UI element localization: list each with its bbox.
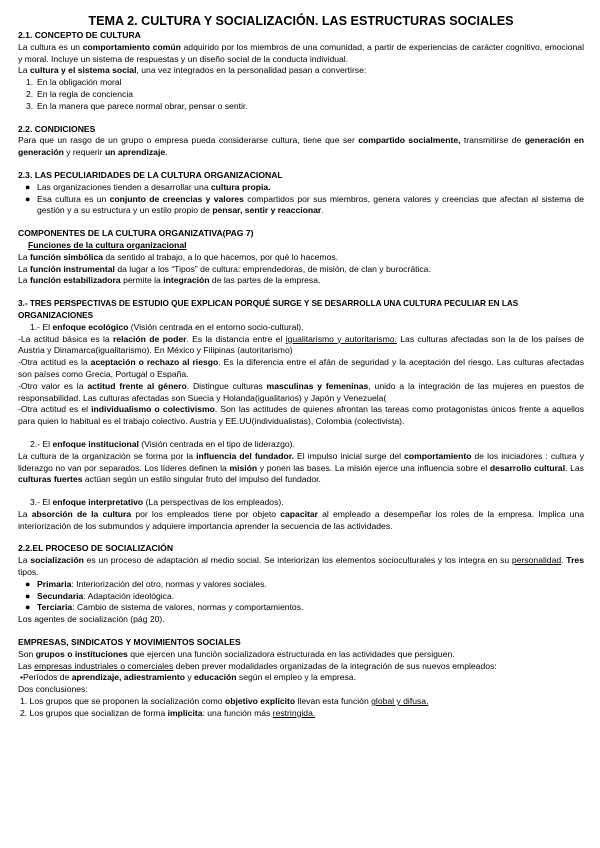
heading-peculiaridades: 2.3. LAS PECULIARIDADES DE LA CULTURA ORGANIZACIONAL xyxy=(18,169,283,180)
conclusion-2 xyxy=(18,708,584,720)
bold-run: absorción de la cultura xyxy=(31,508,132,519)
bold-run: socialización xyxy=(30,555,84,566)
bullet-icon: ● xyxy=(25,602,31,613)
document-title: TEMA 2. CULTURA Y SOCIALIZACIÓN. LAS ESTRUCTURAS SOCIALES xyxy=(88,14,514,28)
bold-run: grupos o instituciones xyxy=(35,648,128,659)
list-text: En la manera que parece normal obrar, pensar o sentir. xyxy=(37,100,248,111)
text-run: y xyxy=(184,672,195,683)
text-run: adquirido por los miembros de una comunidad, a partir de experiencias de carácter cognitivo, emocional y moral. Incluye un sistema de respuestas y un diseño social de la conducta individual. xyxy=(18,41,584,64)
list-text: En la regla de conciencia xyxy=(37,88,134,99)
text-run: transmitirse de xyxy=(460,135,525,146)
text-run: (La perspectivas de los empleados). xyxy=(143,497,284,508)
paragraph-cultura-definition xyxy=(18,42,584,66)
text-run: Las xyxy=(18,660,35,671)
enfoque-ecologico-title xyxy=(18,322,584,334)
paragraph-relacion-poder xyxy=(18,334,584,358)
text-run: : Interiorización del otro, normas y valores sociales. xyxy=(71,578,267,589)
bold-run: Tres xyxy=(566,555,584,566)
underline-run: personalidad xyxy=(511,555,562,566)
text-run: 3.- El xyxy=(30,497,53,508)
text-run: y ponen las bases. La misión ejerce una influencia sobre el xyxy=(257,462,490,473)
text-run: -Otra actitud es el xyxy=(18,404,92,415)
bold-run: integración xyxy=(163,275,210,286)
text-run: Esa cultura es un xyxy=(37,193,110,204)
paragraph-funcion-estabilizadora xyxy=(18,275,584,287)
bold-run: relación de poder xyxy=(112,333,187,344)
text-run: Para que un rasgo de un grupo o empresa pueda considerarse cultura, tiene que ser xyxy=(18,135,359,146)
spacer xyxy=(18,486,584,497)
paragraph-interpretativo xyxy=(18,509,584,533)
bold-run: comportamiento xyxy=(404,450,472,461)
text-run: La xyxy=(18,251,30,262)
list-text: En la obligación moral xyxy=(37,77,122,88)
bold-run: aceptación o rechazo al riesgo xyxy=(90,357,219,368)
heading-condiciones: 2.2. CONDICIONES xyxy=(18,123,96,134)
spacer xyxy=(18,159,584,170)
bold-run: masculinas y femeninas xyxy=(266,380,369,391)
text-run: da lugar a los “Tipos” de cultura: emprendedoras, de misión, de clan y burocrática. xyxy=(114,263,431,274)
list-convertirse xyxy=(18,77,584,112)
bold-run: actitud frente al género xyxy=(87,380,187,391)
bold-run: individualismo o colectivismo xyxy=(91,404,215,415)
paragraph-socializacion xyxy=(18,555,584,579)
list-item xyxy=(18,591,584,603)
text-run: . xyxy=(321,205,324,216)
text-run: La xyxy=(18,555,31,566)
bold-run: desarrollo cultural xyxy=(489,462,566,473)
text-run: . Las xyxy=(565,462,584,473)
text-run: deben prever modalidades organizadas de la integración de sus nuevos empleados: xyxy=(173,660,497,671)
bold-run: función instrumental xyxy=(29,263,115,274)
conclusion-1 xyxy=(18,696,584,708)
paragraph-institucional xyxy=(18,451,584,486)
underline-run: igualitarismo y autoritarismo. xyxy=(285,333,397,344)
text-run: La xyxy=(18,263,30,274)
text-run: da sentido al trabajo, a lo que hacemos, por qué lo hacemos. xyxy=(103,251,339,262)
text-run: actúan según un estilo singular fruto del impulso del fundador. xyxy=(82,474,321,485)
bullet-icon: ● xyxy=(25,578,31,589)
bold-run: función simbólica xyxy=(29,251,104,262)
list-item xyxy=(18,89,584,101)
bold-run: conjunto de creencias y valores xyxy=(109,193,244,204)
list-item xyxy=(18,182,584,194)
text-run: . xyxy=(561,555,567,566)
document xyxy=(18,14,584,720)
list-item xyxy=(18,194,584,218)
list-tipos-socializacion xyxy=(18,579,584,614)
text-run: Son xyxy=(18,648,36,659)
paragraph-empresas xyxy=(18,661,584,673)
text-run: La xyxy=(18,65,30,76)
bold-run: implícita xyxy=(167,707,203,718)
underline-run: empresas industriales o comerciales xyxy=(34,660,174,671)
text-run: según el empleo y la empresa. xyxy=(236,672,356,683)
paragraph-funcion-simbolica xyxy=(18,252,584,264)
text-run: 2.- El xyxy=(30,438,53,449)
heading-empresas-sindicatos: EMPRESAS, SINDICATOS Y MOVIMIENTOS SOCIALES xyxy=(18,637,241,648)
text-run: . Distingue culturas xyxy=(186,380,267,391)
text-run: Las organizaciones tienden a desarrollar una xyxy=(37,181,211,192)
spacer xyxy=(18,113,584,124)
text-run: -Otra actitud es la xyxy=(18,357,91,368)
text-run: La xyxy=(18,275,30,286)
list-item xyxy=(18,77,584,89)
bold-run: pensar, sentir y reaccionar xyxy=(212,205,322,216)
spacer xyxy=(18,217,584,228)
paragraph-periodos xyxy=(18,672,584,684)
bullet-icon: ● xyxy=(25,590,31,601)
text-run: y requerir xyxy=(63,147,105,158)
underline-run: global y difusa. xyxy=(371,696,429,707)
text-run: . xyxy=(165,147,168,158)
text-run: -Otro valor es la xyxy=(18,380,88,391)
text-run: . Es la distancia entre el xyxy=(186,333,286,344)
text-run: , una vez integrados en la personalidad pasan a convertirse: xyxy=(136,65,367,76)
text-run: por los empleados tiene por objeto xyxy=(131,508,281,519)
bold-run: Primaria xyxy=(37,578,72,589)
list-number: 3. xyxy=(26,100,34,111)
bold-run: generación en generación xyxy=(18,135,584,158)
bold-underline-run: Funciones de la cultura organizacional xyxy=(28,239,187,250)
text-run: compartidos por sus miembros, genera valores y creencias que afectan al sistema de gestión y a su estructura y un estilo propio de xyxy=(37,193,584,216)
underline-run: restringida. xyxy=(272,707,316,718)
text-run: Las culturas afectadas son la de los países de Austria y Dinamarca(igualitarismo). En México y Filipinas (autoritarismo) xyxy=(18,333,585,356)
text-run: -La actitud básica es la xyxy=(18,333,113,344)
bold-run: función estabilizadora xyxy=(29,275,121,286)
paragraph-funcion-instrumental xyxy=(18,264,584,276)
text-run: de las partes de la empresa. xyxy=(209,275,321,286)
bold-run: un aprendizaje xyxy=(104,147,166,158)
list-item xyxy=(18,579,584,591)
paragraph-riesgo xyxy=(18,357,584,381)
bold-run: compartido socialmente, xyxy=(358,135,461,146)
bold-run: Terciaria xyxy=(37,602,73,613)
list-peculiaridades xyxy=(18,182,584,217)
text-run: es un proceso de adaptación al medio social. Se interiorizan los elementos socioculturales y los integra en su xyxy=(83,555,512,566)
list-number: 2. xyxy=(20,707,28,718)
heading-componentes: COMPONENTES DE LA CULTURA ORGANIZATIVA(PAG 7) xyxy=(18,228,254,239)
bold-run: cultura propia. xyxy=(210,181,271,192)
text-run: : Cambio de sistema de valores, normas y comportamientos. xyxy=(72,602,304,613)
list-number: 1. xyxy=(26,77,34,88)
list-item xyxy=(18,602,584,614)
text-run: : una función más xyxy=(202,707,273,718)
paragraph-individualismo xyxy=(18,404,584,428)
text-run: (Visión centrada en el tipo de liderazgo). xyxy=(138,438,295,449)
heading-concepto-cultura: 2.1. CONCEPTO DE CULTURA xyxy=(18,30,141,40)
text-run: La xyxy=(18,508,32,519)
text-run: , unido a la integración de las mujeres en puestos de responsabilidad. Las culturas afectadas son Suecia y Holanda(igualitarios) y Japón y Venezuela( xyxy=(18,380,584,403)
paragraph-conclusiones-label: Dos conclusiones: xyxy=(18,684,88,695)
bold-run: enfoque ecológico xyxy=(52,321,129,332)
paragraph-genero xyxy=(18,381,584,405)
text-run: Los grupos que se proponen la socialización como xyxy=(27,696,225,707)
text-run: : Adaptación ideológica. xyxy=(83,590,175,601)
bold-run: enfoque interpretativo xyxy=(52,497,144,508)
text-run: que ejercen una función socializadora estructurada en las actividades que persiguen. xyxy=(127,648,455,659)
paragraph-cultura-sistema xyxy=(18,65,584,77)
spacer xyxy=(18,428,584,439)
paragraph-grupos xyxy=(18,649,584,661)
text-run: . Es la diferencia entre el afán de seguridad y la aceptación del riesgo. Las culturas afectadas son países como Grecia, Portugal o España. xyxy=(18,357,584,379)
bold-run: comportamiento común xyxy=(82,41,181,52)
bold-run: influencia del fundador. xyxy=(196,450,294,461)
bullet-icon: ● xyxy=(25,193,31,204)
heading-tres-perspectivas: 3.- TRES PERSPECTIVAS DE ESTUDIO QUE EXPLICAN PORQUÉ SURGE Y SE DESARROLLA UNA CULTURA PECULIAR EN LAS ORGANIZACIONES xyxy=(18,299,519,320)
text-run: La cultura es un xyxy=(18,41,83,52)
list-number: 1. xyxy=(20,696,28,707)
spacer xyxy=(18,532,584,543)
list-item xyxy=(18,101,584,113)
text-run: tipos. xyxy=(18,567,39,578)
bold-run: misión xyxy=(229,462,258,473)
enfoque-institucional-title xyxy=(18,439,584,451)
spacer xyxy=(18,626,584,637)
paragraph-agentes: Los agentes de socialización (pág 20). xyxy=(18,614,165,625)
text-run: (Visión centrada en el entorno socio-cultural). xyxy=(128,321,304,332)
subheading-funciones xyxy=(18,240,584,252)
bold-run: aprendizaje, adiestramiento xyxy=(71,672,185,683)
text-run: Los grupos que socializan de forma xyxy=(27,707,168,718)
bullet-icon: ● xyxy=(25,181,31,192)
bold-run: culturas fuertes xyxy=(18,474,83,485)
text-run: permite la xyxy=(120,275,164,286)
spacer xyxy=(18,287,584,298)
text-run: . Son las actitudes de quienes afrontan las tareas como protagonistas únicos frente a aquellos para quien lo habitual es el trabajo colectivo. Austria y EE.UU(individualistas), Colombia (colectivista). xyxy=(18,404,584,427)
text-run: •Períodos de xyxy=(20,672,72,683)
text-run: de los iniciadores : cultura y liderazgo no van por separados. Los líderes definen la xyxy=(18,450,584,473)
heading-proceso-socializacion: 2.2.EL PROCESO DE SOCIALIZACIÓN xyxy=(18,543,174,554)
bold-run: educación xyxy=(194,672,237,683)
paragraph-condiciones xyxy=(18,135,584,159)
bold-run: Secundaria xyxy=(37,590,84,601)
text-run: al empleado a desempeñar los roles de la empresa. Implica una interiorización de los submundos y adquiere importancia aprender la secuencia de las actividades. xyxy=(18,508,585,531)
text-run: 1.- El xyxy=(30,321,53,332)
bold-run: objetivo explícito xyxy=(224,696,296,707)
enfoque-interpretativo-title xyxy=(18,497,584,509)
bold-run: enfoque institucional xyxy=(52,438,139,449)
bold-run: capacitar xyxy=(280,508,318,519)
list-number: 2. xyxy=(26,88,34,99)
text-run: llevan esta función xyxy=(295,696,372,707)
bold-run: cultura y el sistema social xyxy=(29,65,137,76)
text-run: La cultura de la organización se forma por la xyxy=(18,450,197,461)
text-run: El impulso inicial surge del xyxy=(293,450,405,461)
